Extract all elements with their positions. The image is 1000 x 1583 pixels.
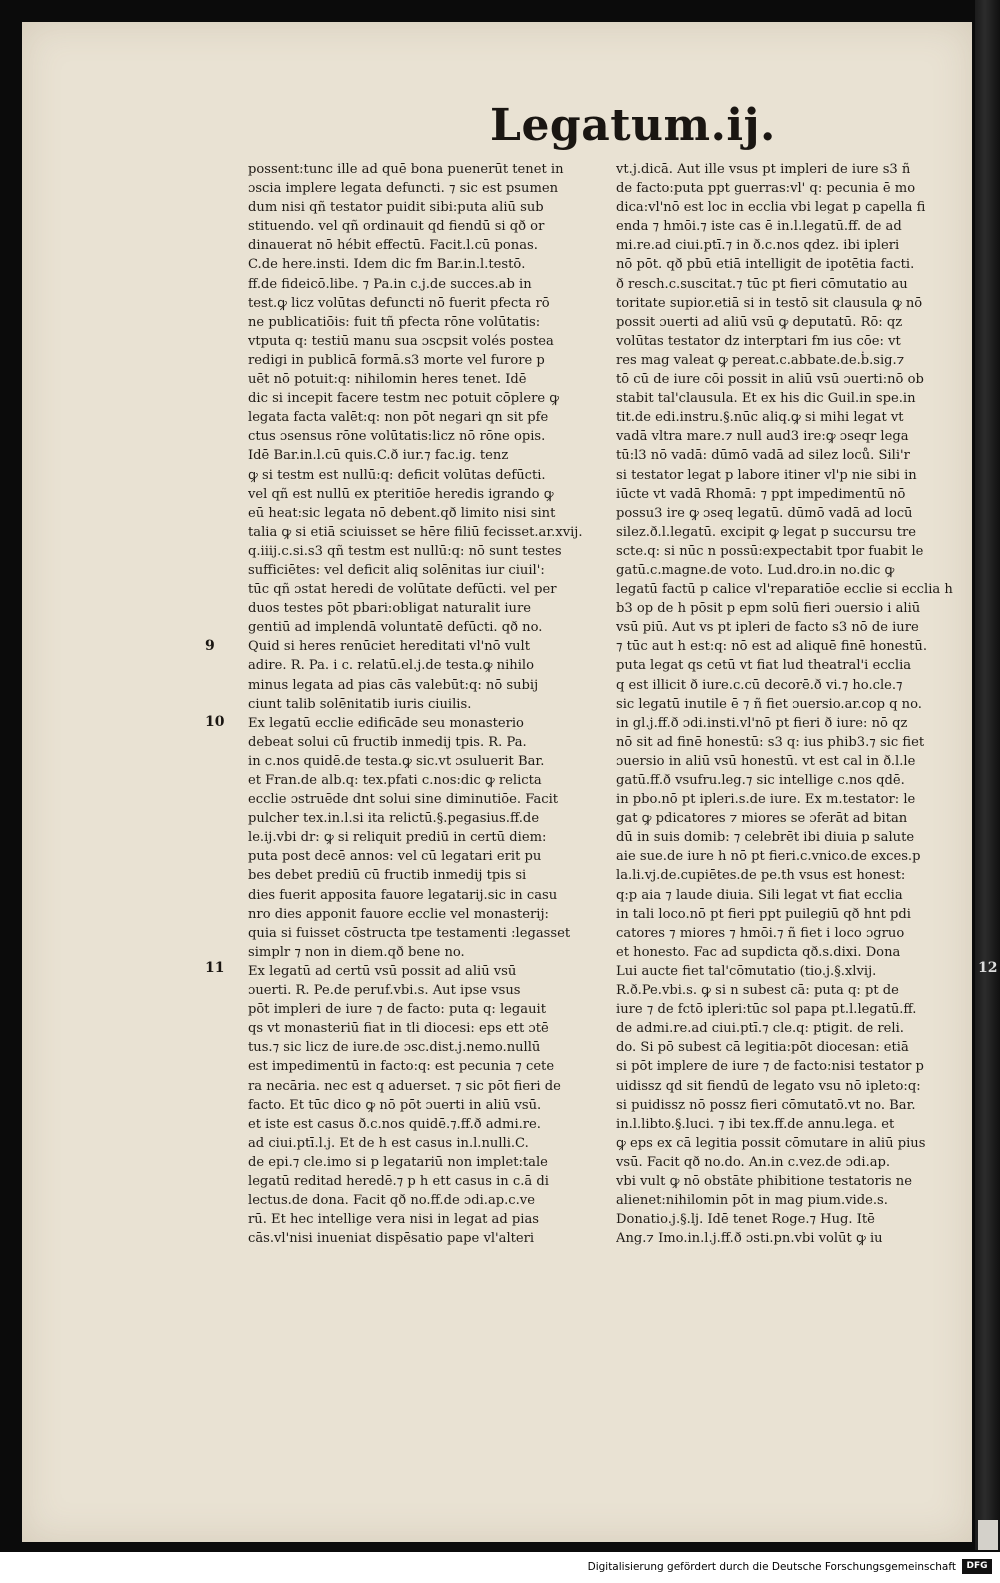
right-column-line: b3 op de h pōsit p epm solū fieri ɔuersio i aliū <box>616 601 921 617</box>
left-column-line: q.iiij.c.si.s3 qñ testm est nullū:q: nō sunt testes <box>248 543 562 559</box>
left-column-line: legatū reditad heredē.⁊ p h ett casus in c.ā di <box>248 1173 549 1189</box>
right-column-line: dica:vl'nō est loc in ecclia vbi legat p capella fi <box>616 200 926 216</box>
right-column-line: R.ð.Pe.vbi.s. ꝙ si n subest cā: puta q: pt de <box>616 983 899 999</box>
right-column-line: Ang.⁊ Imo.in.l.j.ff.ð ɔsti.pn.vbi volūt ꝙ iu <box>616 1231 883 1247</box>
left-column-line: ciunt talib solēnitatib iuris ciuilis. <box>248 696 472 712</box>
funding-notice: Digitalisierung gefördert durch die Deutsche Forschungsgemeinschaft <box>587 1561 956 1573</box>
left-column-line: redigi in publicā formā.s3 morte vel furore p <box>248 352 545 368</box>
right-column-line: ꝙ eps ex cā legitia possit cōmutare in aliū pius <box>616 1135 926 1151</box>
right-column-line: ɔuersio in aliū vsū honestū. vt est cal in ð.l.le <box>616 753 916 769</box>
right-column-line: vbi vult ꝙ nō obstāte phibitione testatoris ne <box>616 1173 912 1189</box>
right-column-line: catores ⁊ miores ⁊ hmōi.⁊ ñ fiet i loco ɔgruo <box>616 925 905 941</box>
right-column-line: uidissz qd sit fiendū de legato vsu nō ipleto:q: <box>616 1078 921 1094</box>
right-column-line: in.l.libto.§.luci. ⁊ ibi tex.ff.de annu.lega. et <box>616 1116 895 1132</box>
left-column-line: debeat solui cū fructib inmedij tpis. R. Pa. <box>248 734 527 750</box>
right-column-line: tū:l3 nō vadā: dūmō vadā ad silez loců. Sili'r <box>616 448 910 464</box>
left-column-line: minus legata ad pias cās valebūt:q: nō subij <box>248 677 539 693</box>
left-column-line: ctus ɔsensus rōne volūtatis:licz nō rōne opis. <box>248 429 546 445</box>
left-column-line: rū. Et hec intellige vera nisi in legat ad pias <box>248 1212 540 1228</box>
right-column-line: toritate supior.etiā si in testō sit clausula ꝙ nō <box>616 295 923 311</box>
dfg-logo: DFG <box>962 1559 992 1574</box>
left-column-line: dum nisi qñ testator puidit sibi:puta aliū sub <box>248 200 544 216</box>
right-column-line: nō sit ad finē honestū: s3 q: ius phib3.⁊ sic fiet <box>616 734 925 750</box>
right-column-line: stabit tal'clausula. Et ex his dic Guil.in spe.in <box>616 391 916 407</box>
left-column-line: est impedimentū in facto:q: est pecunia ⁊ cete <box>248 1059 555 1075</box>
margin-number-12: 12 <box>978 960 998 976</box>
left-column-line: talia ꝙ si etiā sciuisset se hēre filiū fecisset.ar.xvij. <box>248 524 583 540</box>
left-column-line: dies fuerit apposita fauore legatarij.sic in casu <box>248 887 558 903</box>
right-column-line: volūtas testator dz interptari fm ius cōe: vt <box>616 333 901 349</box>
left-column-line: bes debet prediū cū fructib inmedij tpis si <box>248 868 527 884</box>
left-column-line: test.ꝙ licz volūtas defuncti nō fuerit pfecta rō <box>248 295 550 311</box>
right-column-line: vsū. Facit qð no.do. An.in c.vez.de ɔdi.ap. <box>616 1154 891 1170</box>
right-column-line: aie sue.de iure h nō pt fieri.c.vnico.de exces.p <box>616 849 921 865</box>
left-column-line: ecclie ɔstruēde dnt solui sine diminutiōe. Facit <box>248 792 559 808</box>
right-column-line: puta legat qs cetū vt fiat lud theatral'i ecclia <box>616 658 912 674</box>
scan-edge-strip <box>975 0 1000 1550</box>
left-column-line: Quid si heres renūciet hereditati vl'nō vult <box>248 639 530 655</box>
right-column-line: gatū.ff.ð vsufru.leg.⁊ sic intellige c.nos qdē. <box>616 773 905 788</box>
right-column-line: Lui aucte fiet tal'cōmutatio (tio.j.§.xlvij. <box>616 963 877 979</box>
left-column-line: duos testes pōt pbari:obligat naturalit iure <box>248 601 531 617</box>
right-column-line: in pbo.nō pt ipleri.s.de iure. Ex m.testator: le <box>616 792 916 808</box>
right-column-line: iure ⁊ de fctō ipleri:tūc sol papa pt.l.legatū.ff. <box>616 1002 917 1018</box>
left-column-line: puta post decē annos: vel cū legatari erit pu <box>248 849 542 865</box>
left-column-line: C.de here.insti. Idem dic fm Bar.in.l.testō. <box>248 257 526 273</box>
left-column-line: ff.de fideicō.libe. ⁊ Pa.in c.j.de succes.ab in <box>248 276 532 292</box>
left-column-line: de epi.⁊ cle.imo si p legatariū non implet:tale <box>248 1154 548 1170</box>
color-scale-strip <box>978 1520 998 1550</box>
right-column-line: gatū.c.magne.de voto. Lud.dro.in no.dic ꝙ <box>616 562 895 578</box>
left-column-line: vel qñ est nullū ex pteritiōe heredis igrando ꝙ <box>248 486 554 502</box>
right-column-line: alienet:nihilomin pōt in mag pium.vide.s. <box>616 1193 888 1209</box>
right-column-line: vt.j.dicā. Aut ille vsus pt impleri de iure s3 ñ <box>616 162 911 177</box>
right-column-line: gat ꝙ pdicatores ⁊ miores se ɔferāt ad bitan <box>616 811 908 827</box>
left-column-line: lectus.de dona. Facit qð no.ff.de ɔdi.ap.c.ve <box>248 1193 535 1209</box>
margin-number-10: 10 <box>205 714 225 730</box>
right-column-line: q est illicit ð iure.c.cū decorē.ð vi.⁊ ho.cle.⁊ <box>616 677 903 693</box>
right-column-line: et honesto. Fac ad supdicta qð.s.dixi. Dona <box>616 944 901 960</box>
left-column-line: cās.vl'nisi inueniat dispēsatio pape vl'alteri <box>248 1231 535 1247</box>
right-column-line: in gl.j.ff.ð ɔdi.insti.vl'nō pt fieri ð iure: nō qz <box>616 715 908 731</box>
left-column-line: tus.⁊ sic licz de iure.de ɔsc.dist.j.nemo.nullū <box>248 1040 541 1056</box>
margin-number-9: 9 <box>205 638 215 654</box>
left-column-line: vtputa q: testiū manu sua ɔscpsit volés postea <box>248 333 554 349</box>
footer-bar <box>0 1552 1000 1583</box>
left-column-line: eū heat:sic legata nō debent.qð limito nisi sint <box>248 505 556 521</box>
right-column-line: de facto:puta ppt guerras:vl' q: pecunia ē mo <box>616 181 916 197</box>
left-column-line: quia si fuisset cōstructa tpe testamenti :legasset <box>248 925 571 941</box>
left-column-line: pulcher tex.in.l.si ita relictū.§.pegasius.ff.de <box>248 811 540 827</box>
right-column-line: res mag valeat ꝙ pereat.c.abbate.de.ḃ.sig.⁊ <box>616 352 905 368</box>
left-column-line: nro dies apponit fauore ecclie vel monasterij: <box>248 906 549 922</box>
left-column-line: Idē Bar.in.l.cū quis.C.ð iur.⁊ fac.ig. tenz <box>248 448 509 464</box>
margin-number-11: 11 <box>205 960 225 976</box>
left-column-line: dic si incepit facere testm nec potuit cōplere ꝙ <box>248 391 560 407</box>
left-column-line: Ex legatū ecclie edificāde seu monasterio <box>248 715 524 731</box>
right-column-line: vsū piū. Aut vs pt ipleri de facto s3 nō de iure <box>616 620 919 636</box>
right-column-line: ⁊ tūc aut h est:q: nō est ad aliquē finē honestū. <box>616 639 927 655</box>
right-column-line: Donatio.j.§.lj. Idē tenet Roge.⁊ Hug. Itē <box>616 1212 875 1228</box>
right-column-line: si puidissz nō possz fieri cōmutatō.vt no. Bar. <box>616 1097 916 1113</box>
right-column-line: de admi.re.ad ciui.ptī.⁊ cle.q: ptigit. de reli. <box>616 1021 904 1037</box>
right-column-line: tō cū de iure cōi possit in aliū vsū ɔuerti:nō ob <box>616 372 924 388</box>
right-column-line: si testator legat p labore itiner vl'p nie sibi in <box>616 467 917 483</box>
left-column-line: gentiū ad implendā voluntatē defūcti. qð no. <box>248 620 543 636</box>
left-column-line: adire. R. Pa. i c. relatū.el.j.de testa.ꝙ nihilo <box>248 658 534 674</box>
left-column-line: possent:tunc ille ad quē bona puenerūt tenet in <box>248 162 564 177</box>
left-column-line: ad ciui.ptī.l.j. Et de h est casus in.l.nulli.C. <box>248 1135 529 1151</box>
right-column-line: dū in suis domib: ⁊ celebrēt ibi diuia p salute <box>616 830 915 846</box>
left-column-line: dinauerat nō hébit effectū. Facit.l.cū ponas. <box>248 238 538 254</box>
right-column-line: do. Si pō subest cā legitia:pōt diocesan: etiā <box>616 1040 909 1056</box>
running-head-title: Legatum.ij. <box>490 100 776 151</box>
left-text-column <box>248 160 598 1248</box>
left-column-line: in c.nos quidē.de testa.ꝙ sic.vt ɔsuluerit Bar. <box>248 753 545 769</box>
right-column-line: enda ⁊ hmōi.⁊ iste cas ē in.l.legatū.ff. de ad <box>616 219 902 235</box>
left-column-line: tūc qñ ɔstat heredi de volūtate defūcti. vel per <box>248 582 557 598</box>
right-column-line: legatū factū p calice vl'reparatiōe ecclie si ecclia h <box>616 582 953 598</box>
left-column-line: ra necāria. nec est q aduerset. ⁊ sic pōt fieri de <box>248 1078 561 1094</box>
left-column-line: sufficiētes: vel deficit aliq solēnitas iur ciuil': <box>248 562 545 578</box>
right-column-line: q:p aia ⁊ laude diuia. Sili legat vt fiat ecclia <box>616 887 903 903</box>
left-column-line: ɔuerti. R. Pe.de peruf.vbi.s. Aut ipse vsus <box>248 983 521 999</box>
right-column-line: nō pōt. qð pbū etiā intelligit de ipotētia facti. <box>616 257 915 273</box>
left-column-line: facto. Et tūc dico ꝙ nō pōt ɔuerti in aliū vsū. <box>248 1097 542 1113</box>
left-column-line: pōt impleri de iure ⁊ de facto: puta q: legauit <box>248 1002 546 1018</box>
left-column-line: le.ij.vbi dr: ꝙ si reliquit prediū in certū diem: <box>248 830 547 846</box>
left-column-line: legata facta valēt:q: non pōt negari qn sit pfe <box>248 410 549 426</box>
right-column-line: possit ɔuerti ad aliū vsū ꝙ deputatū. Rō: qz <box>616 314 903 330</box>
right-column-line: sic legatū inutile ē ⁊ ñ fiet ɔuersio.ar.cop q no. <box>616 696 922 712</box>
left-column-line: ꝙ si testm est nullū:q: deficit volūtas defūcti. <box>248 467 546 483</box>
right-column-line: ð resch.c.suscitat.⁊ tūc pt fieri cōmutatio au <box>616 276 908 292</box>
left-column-line: stituendo. vel qñ ordinauit qd fiendū si qð or <box>248 219 545 235</box>
right-column-line: scte.q: si nūc n possū:expectabit tpor fuabit le <box>616 543 924 559</box>
right-column-line: in tali loco.nō pt fieri ppt puilegiū qð hnt pdi <box>616 906 911 922</box>
right-text-column <box>616 160 966 1248</box>
left-column-line: et iste est casus ð.c.nos quidē.⁊.ff.ð admi.re. <box>248 1116 541 1132</box>
left-column-line: uēt nō potuit:q: nihilomin heres tenet. Idē <box>248 372 527 388</box>
right-column-line: mi.re.ad ciui.ptī.⁊ in ð.c.nos qdez. ibi ipleri <box>616 238 900 254</box>
left-column-line: simplr ⁊ non in diem.qð bene no. <box>248 944 465 960</box>
left-column-line: ne publicatiōis: fuit tñ pfecta rōne volūtatis: <box>248 314 541 330</box>
left-column-line: Ex legatū ad certū vsū possit ad aliū vsū <box>248 963 517 979</box>
left-column-line: qs vt monasteriū fiat in tli diocesi: eps ett ɔtē <box>248 1021 549 1037</box>
right-column-line: iūcte vt vadā Rhomā: ⁊ ppt impedimentū nō <box>616 486 906 502</box>
left-column-line: et Fran.de alb.q: tex.pfati c.nos:dic ꝙ relicta <box>248 773 542 788</box>
right-column-line: tit.de edi.instru.§.nūc aliq.ꝙ si mihi legat vt <box>616 410 904 426</box>
right-column-line: vadā vltra mare.⁊ null aud3 ire:ꝙ ɔseqr lega <box>616 429 909 445</box>
right-column-line: silez.ð.l.legatū. excipit ꝙ legat p succursu tre <box>616 524 917 540</box>
right-column-line: possu3 ire ꝙ ɔseq legatū. dūmō vadā ad locū <box>616 505 913 521</box>
right-column-line: si pōt implere de iure ⁊ de facto:nisi testator p <box>616 1059 924 1075</box>
right-column-line: la.li.vj.de.cupiētes.de pe.th vsus est honest: <box>616 868 906 884</box>
left-column-line: ɔscia implere legata defuncti. ⁊ sic est psumen <box>248 181 559 197</box>
